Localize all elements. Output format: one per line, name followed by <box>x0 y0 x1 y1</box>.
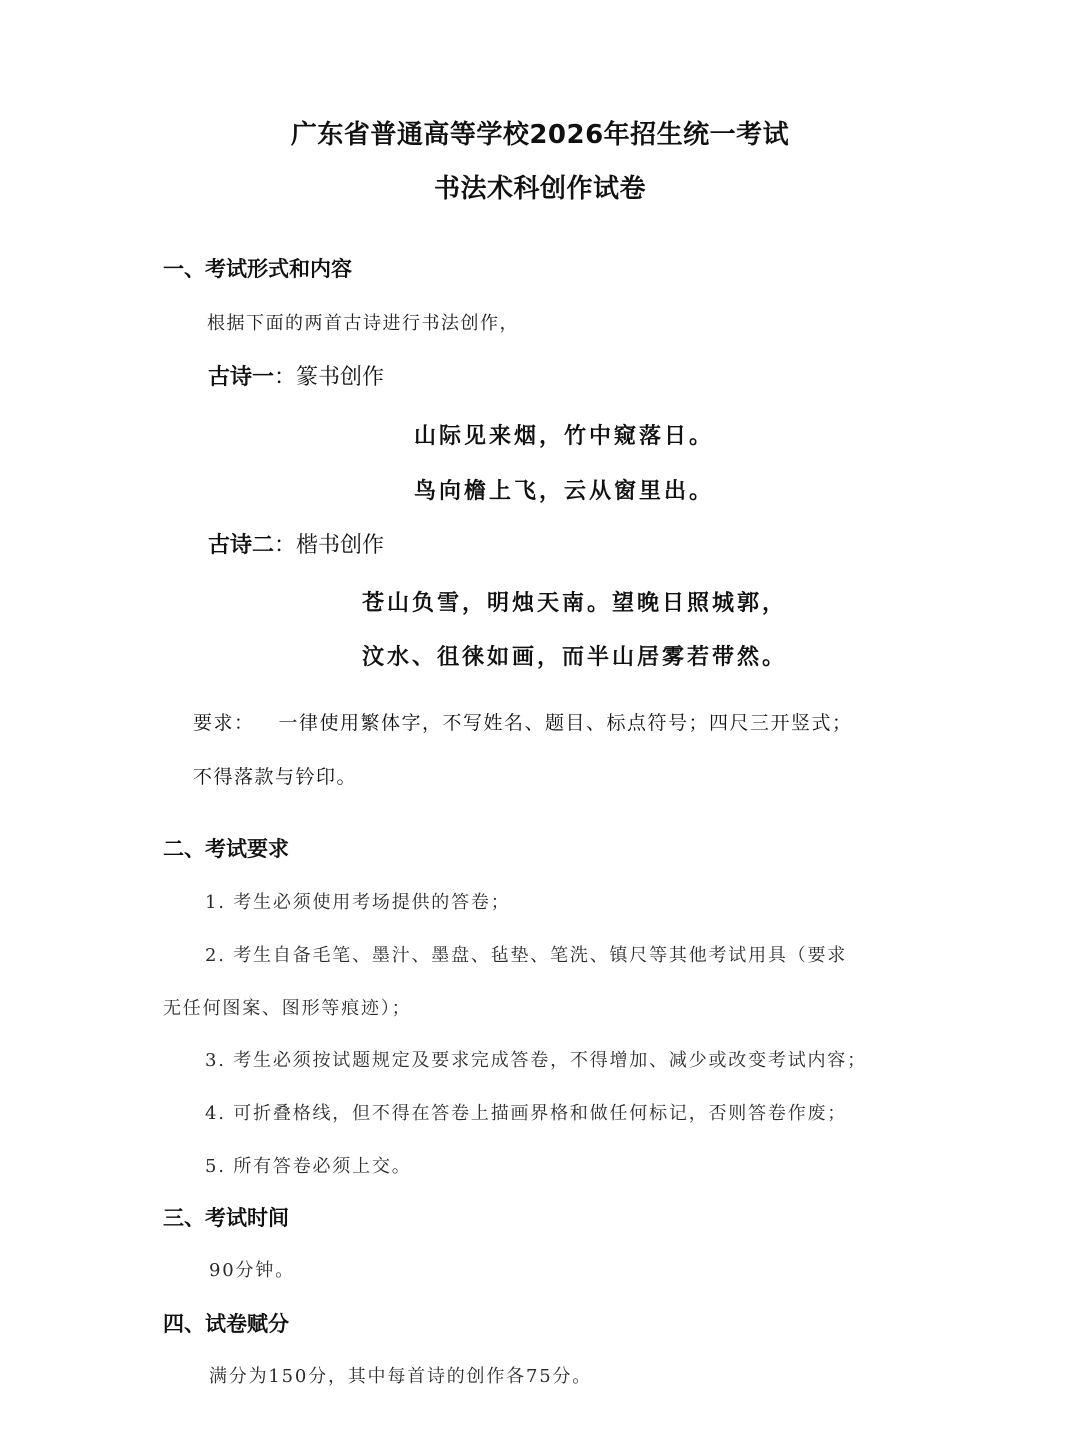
requirement-label: 要求： <box>193 712 255 734</box>
poem2-line2: 汶水、徂徕如画，而半山居雾若带然。 <box>362 644 788 670</box>
requirement-item-1: 1. 考生必须使用考场提供的答卷； <box>205 892 511 913</box>
poem1-label: 古诗一 <box>208 365 275 390</box>
poem2-line1: 苍山负雪，明烛天南。望晚日照城郭， <box>362 590 788 616</box>
poem2-separator: ： <box>274 533 297 558</box>
poem1-line2: 鸟向檐上飞，云从窗里出。 <box>414 478 715 504</box>
poem1-separator: ： <box>274 365 297 390</box>
poem2-header <box>208 528 384 559</box>
requirement-text: 一律使用繁体字，不写姓名、题目、标点符号；四尺三开竖式； <box>278 712 853 734</box>
requirement-line1 <box>193 708 853 735</box>
requirement-item-2-continued: 无任何图案、图形等痕迹）； <box>163 998 412 1019</box>
poem1-header <box>208 360 384 391</box>
exam-title-line1: 广东省普通高等学校2026年招生统一考试 <box>290 120 790 150</box>
exam-title-line2: 书法术科创作试卷 <box>433 174 646 204</box>
scoring-text: 满分为150分，其中每首诗的创作各75分。 <box>209 1366 593 1387</box>
poem1-style: 篆书创作 <box>296 365 385 390</box>
section4-heading: 四、试卷赋分 <box>163 1312 289 1336</box>
requirement-item-2: 2. 考生自备毛笔、墨汁、墨盘、毡垫、笔洗、镇尺等其他考试用具（要求 <box>205 945 848 966</box>
poem2-label: 古诗二 <box>208 533 275 558</box>
section1-intro: 根据下面的两首古诗进行书法创作， <box>207 313 519 334</box>
requirement-item-3: 3. 考生必须按试题规定及要求完成答卷，不得增加、减少或改变考试内容； <box>205 1050 867 1071</box>
section3-heading: 三、考试时间 <box>163 1206 289 1230</box>
section2-heading: 二、考试要求 <box>163 837 289 861</box>
requirement-line2: 不得落款与钤印。 <box>193 766 358 788</box>
section1-heading: 一、考试形式和内容 <box>163 257 352 281</box>
exam-duration: 90分钟。 <box>209 1260 295 1281</box>
poem1-line1: 山际见来烟，竹中窥落日。 <box>414 423 715 449</box>
poem2-style: 楷书创作 <box>296 533 385 558</box>
requirement-item-5: 5. 所有答卷必须上交。 <box>205 1156 412 1177</box>
requirement-item-4: 4. 可折叠格线，但不得在答卷上描画界格和做任何标记，否则答卷作废； <box>205 1103 848 1124</box>
